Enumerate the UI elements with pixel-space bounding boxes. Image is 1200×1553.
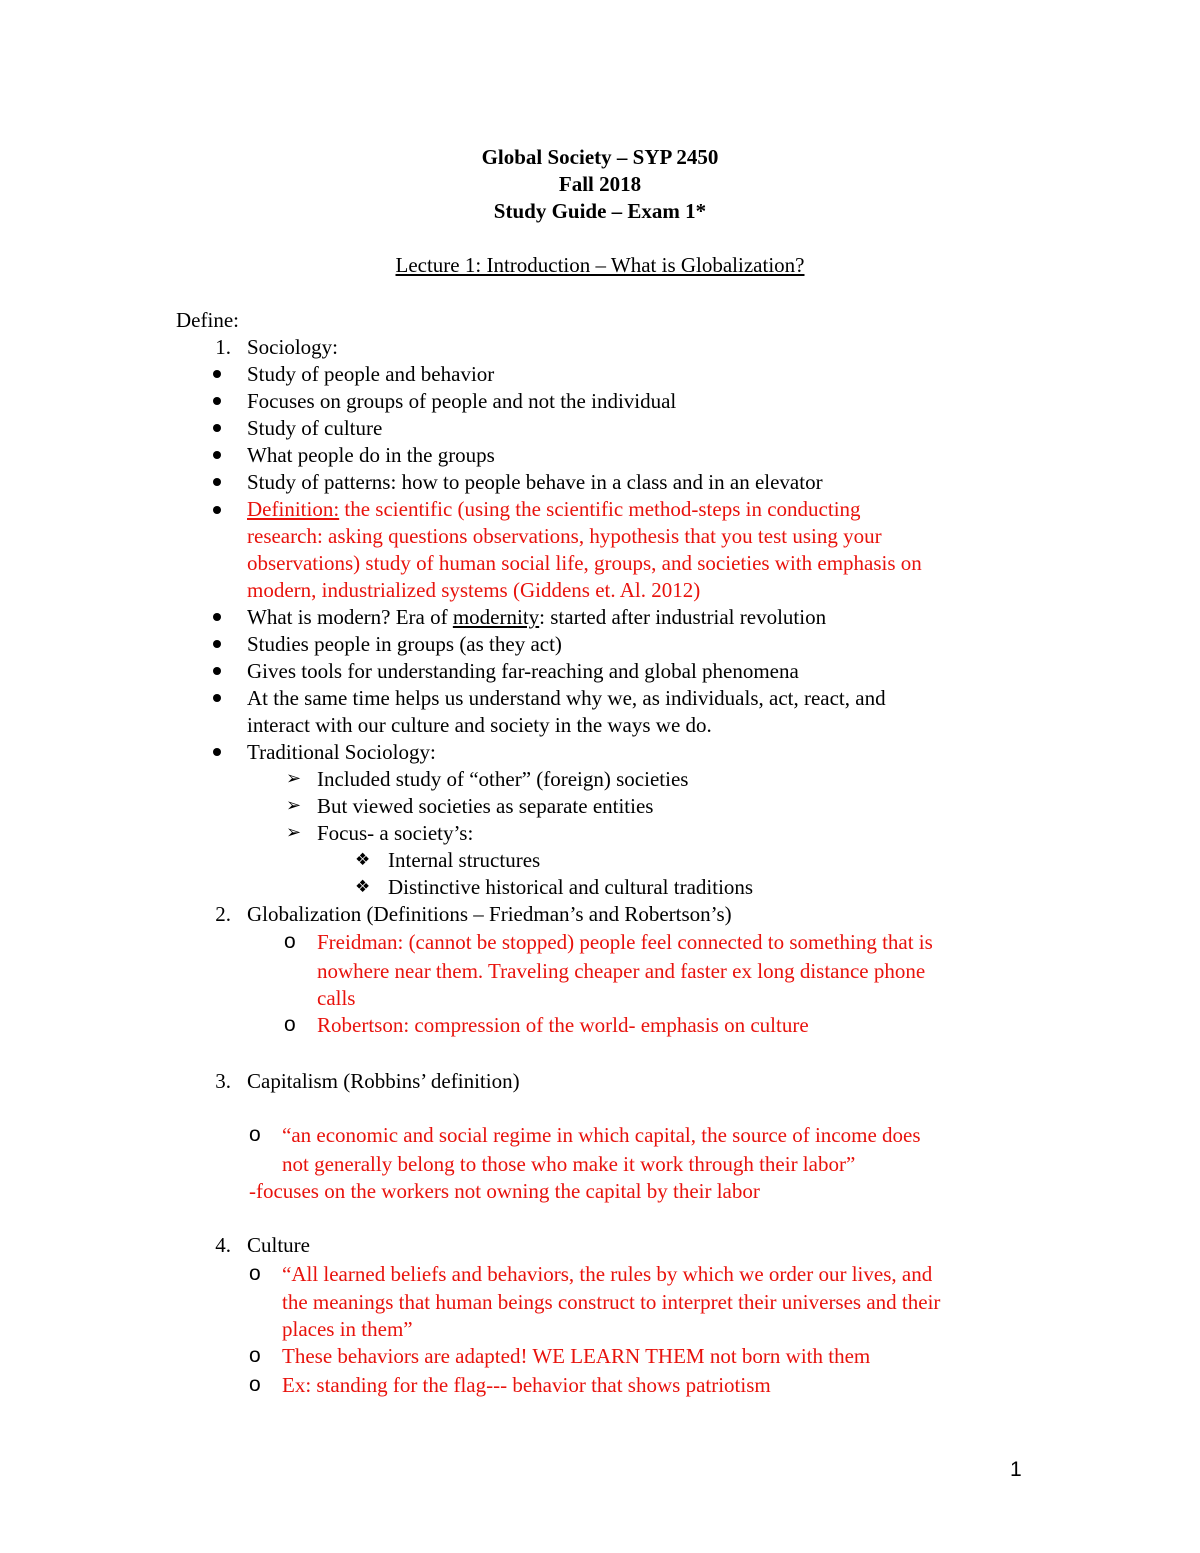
arrow-bullet-icon: ➢ [286,822,302,843]
bullet-text: Study of people and behavior [247,362,495,386]
circle-bullet-icon: o [249,1262,261,1285]
bullet-icon [213,506,221,514]
note-line: -focuses on the workers not owning the capital by their labor [249,1179,760,1203]
section-number: 2. [215,902,231,926]
definition-line: Robertson: compression of the world- emphasis on culture [317,1013,809,1037]
section-title: Capitalism (Robbins’ definition) [247,1069,520,1093]
definition-line: modern, industrialized systems (Giddens et. Al. 2012) [247,578,701,602]
bullet-text [247,604,826,630]
diamond-bullet-icon: ❖ [355,877,371,897]
diamond-bullet-icon: ❖ [355,850,371,870]
bullet-icon [213,694,221,702]
bullet-text: At the same time helps us understand why we, as individuals, act, react, and [247,686,886,710]
section-number: 3. [215,1069,231,1093]
bullet-icon [213,667,221,675]
sub-sub-bullet-text: Distinctive historical and cultural traditions [388,875,754,899]
bullet-icon [213,748,221,756]
section-title: Sociology: [247,335,339,359]
circle-bullet-icon: o [284,930,296,953]
definition-line: places in them” [282,1317,413,1341]
section-title: Globalization (Definitions – Friedman’s and Robertson’s) [247,902,732,926]
sub-bullet-text: Focus- a society’s: [317,821,474,845]
modernity-term: modernity [452,605,540,629]
term-title: Fall 2018 [558,172,642,196]
bullet-text: Studies people in groups (as they act) [247,632,562,656]
definition-line: “an economic and social regime in which capital, the source of income does [282,1123,921,1147]
definition-line: nowhere near them. Traveling cheaper and faster ex long distance phone [317,959,926,983]
bullet-icon [213,640,221,648]
circle-bullet-icon: o [249,1344,261,1367]
definition-line: “All learned beliefs and behaviors, the rules by which we order our lives, and [282,1262,933,1286]
definition-line: the meanings that human beings construct to interpret their universes and their [282,1290,941,1314]
lecture-title: Lecture 1: Introduction – What is Globalization? [395,253,805,277]
circle-bullet-icon: o [249,1373,261,1396]
guide-title: Study Guide – Exam 1* [493,199,707,223]
bullet-text: Study of culture [247,416,383,440]
bullet-text: What people do in the groups [247,443,495,467]
definition-line: calls [317,986,356,1010]
definition-line: Freidman: (cannot be stopped) people feel connected to something that is [317,930,933,954]
definition-line: the scientific (using the scientific method-steps in conducting [339,497,861,521]
definition-line: not generally belong to those who make it work through their labor” [282,1152,856,1176]
bullet-text: Focuses on groups of people and not the individual [247,389,677,413]
bullet-icon [213,424,221,432]
bullet-text: Traditional Sociology: [247,740,436,764]
arrow-bullet-icon: ➢ [286,795,302,816]
definition-line: research: asking questions observations, hypothesis that you test using your [247,524,882,548]
definition-label: Definition: [247,497,340,521]
page-number: 1 [1010,1458,1022,1481]
definition-line: These behaviors are adapted! WE LEARN THEM not born with them [282,1344,871,1368]
sub-sub-bullet-text: Internal structures [388,848,541,872]
bullet-text-part: What is modern? Era of [247,605,453,629]
bullet-icon [213,613,221,621]
sub-bullet-text: But viewed societies as separate entities [317,794,654,818]
bullet-text: interact with our culture and society in the ways we do. [247,713,712,737]
section-number: 4. [215,1233,231,1257]
define-label: Define: [176,308,239,332]
sub-bullet-text: Included study of “other” (foreign) societies [317,767,689,791]
bullet-icon [213,451,221,459]
course-title: Global Society – SYP 2450 [481,145,719,169]
circle-bullet-icon: o [249,1123,261,1146]
section-number: 1. [215,335,231,359]
circle-bullet-icon: o [284,1013,296,1036]
bullet-text-part: : started after industrial revolution [539,605,827,629]
bullet-icon [213,370,221,378]
definition-line: Ex: standing for the flag--- behavior that shows patriotism [282,1373,771,1397]
arrow-bullet-icon: ➢ [286,768,302,789]
definition-text [247,496,861,522]
bullet-icon [213,478,221,486]
bullet-text: Study of patterns: how to people behave in a class and in an elevator [247,470,823,494]
bullet-text: Gives tools for understanding far-reaching and global phenomena [247,659,799,683]
section-title: Culture [247,1233,310,1257]
bullet-icon [213,397,221,405]
definition-line: observations) study of human social life, groups, and societies with emphasis on [247,551,922,575]
